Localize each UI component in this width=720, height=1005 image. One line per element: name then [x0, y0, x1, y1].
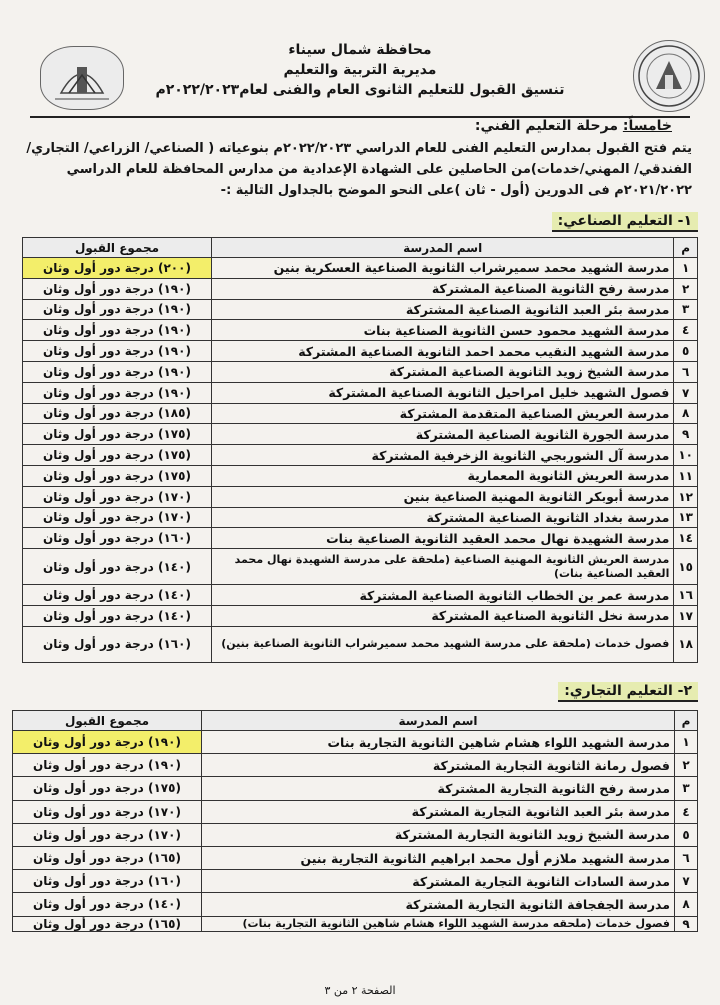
row-number: ٨: [674, 403, 698, 424]
school-name: فصول الشهيد خليل امراحيل الثانوية الصناعية المشتركة: [212, 382, 674, 403]
admission-score: (١٩٠) درجة دور أول وثان: [13, 754, 202, 777]
school-name: مدرسة الشهيد النقيب محمد احمد الثانوية الصناعية المشتركة: [212, 341, 674, 362]
admission-score: (١٩٠) درجة دور أول وثان: [23, 382, 212, 403]
school-name: مدرسة الشهيد ملازم أول محمد ابراهيم الثانوية التجارية بنين: [202, 846, 675, 869]
section-title-text: مرحلة التعليم الفني:: [474, 118, 618, 134]
row-number: ١: [675, 731, 698, 754]
table-row: [23, 403, 698, 424]
col-score-header: مجموع القبول: [23, 238, 212, 258]
governorate-name: محافظة شمال سيناء: [288, 42, 432, 58]
col-number-header: م: [675, 711, 698, 731]
school-name: مدرسة السادات الثانوية التجارية المشتركة: [202, 870, 675, 893]
section-number: خامساً:: [622, 118, 672, 134]
admission-score: (١٤٠) درجة دور أول وثان: [23, 585, 212, 606]
commercial-rows: [13, 731, 698, 932]
directorate-logo: [40, 46, 124, 110]
table-row: [23, 585, 698, 606]
table-row: [23, 320, 698, 341]
row-number: ٥: [675, 823, 698, 846]
row-number: ٧: [674, 382, 698, 403]
admission-score: (١٧٠) درجة دور أول وثان: [13, 800, 202, 823]
table-row: [23, 507, 698, 528]
admission-score: (١٦٠) درجة دور أول وثان: [23, 528, 212, 549]
admission-score: (١٩٠) درجة دور أول وثان: [23, 299, 212, 320]
row-number: ٧: [675, 870, 698, 893]
directorate-name: مديرية التربية والتعليم: [283, 62, 437, 78]
admission-score: (١٦٥) درجة دور أول وثان: [13, 846, 202, 869]
admission-score: (١٧٥) درجة دور أول وثان: [23, 465, 212, 486]
admission-score: (١٦٥) درجة دور أول وثان: [13, 916, 202, 931]
admission-score: (١٧٠) درجة دور أول وثان: [23, 486, 212, 507]
school-name: مدرسة الشيخ زويد الثانوية التجارية المشتركة: [202, 823, 675, 846]
table-row: [23, 278, 698, 299]
row-number: ٢: [675, 754, 698, 777]
admission-score: (١٧٥) درجة دور أول وثان: [13, 777, 202, 800]
table-row: [23, 549, 698, 585]
school-name: مدرسة عمر بن الخطاب الثانوية الصناعية المشتركة: [212, 585, 674, 606]
row-number: ٩: [675, 916, 698, 931]
governorate-logo: [633, 40, 705, 112]
table-row: [23, 341, 698, 362]
school-name: مدرسة آل الشوربجي الثانوية الزخرفية المشتركة: [212, 445, 674, 466]
row-number: ٩: [674, 424, 698, 445]
admission-score: (١٦٠) درجة دور أول وثان: [13, 870, 202, 893]
table-header-row: [23, 238, 698, 258]
admission-score: (١٩٠) درجة دور أول وثان: [23, 278, 212, 299]
row-number: ١: [674, 258, 698, 279]
row-number: ١٨: [674, 626, 698, 662]
governorate-emblem-icon: [634, 41, 704, 111]
row-number: ١٢: [674, 486, 698, 507]
admission-score: (١٩٠) درجة دور أول وثان: [23, 361, 212, 382]
row-number: ٦: [674, 361, 698, 382]
col-school-header: اسم المدرسة: [202, 711, 675, 731]
admission-score: (١٦٠) درجة دور أول وثان: [23, 626, 212, 662]
school-name: مدرسة الشهيد محمد سميرشراب الثانوية الصناعية العسكرية بنين: [212, 258, 674, 279]
row-number: ٣: [674, 299, 698, 320]
table-row: [23, 486, 698, 507]
section-title: [475, 118, 672, 134]
admission-score: (٢٠٠) درجة دور أول وثان: [23, 258, 212, 279]
school-name: مدرسة رفح الثانوية الصناعية المشتركة: [212, 278, 674, 299]
row-number: ٣: [675, 777, 698, 800]
row-number: ١٧: [674, 605, 698, 626]
school-name: مدرسة بئر العبد الثانوية الصناعية المشتركة: [212, 299, 674, 320]
page-footer: الصفحة ٢ من ٣: [324, 984, 396, 997]
commercial-table: [12, 710, 698, 932]
row-number: ٤: [675, 800, 698, 823]
commercial-heading: ٢- التعليم التجاري:: [558, 682, 698, 702]
table-row: [23, 528, 698, 549]
table-row: [13, 754, 698, 777]
admission-score: (١٩٠) درجة دور أول وثان: [13, 731, 202, 754]
school-name: فصول خدمات (ملحقه مدرسة الشهيد اللواء هشام شاهين الثانوية التجارية بنات): [202, 916, 675, 931]
document-subject: تنسيق القبول للتعليم الثانوى العام والفنى لعام٢٠٢٢/٢٠٢٣م: [155, 82, 565, 98]
table-row: [23, 445, 698, 466]
school-name: فصول رمانة الثانوية التجارية المشتركة: [202, 754, 675, 777]
admission-score: (١٤٠) درجة دور أول وثان: [23, 549, 212, 585]
school-name: مدرسة نخل الثانوية الصناعية المشتركة: [212, 605, 674, 626]
row-number: ٨: [675, 893, 698, 916]
row-number: ٤: [674, 320, 698, 341]
table-row: [23, 299, 698, 320]
col-school-header: اسم المدرسة: [212, 238, 674, 258]
school-name: مدرسة الشهيد محمود حسن الثانوية الصناعية بنات: [212, 320, 674, 341]
letterhead: [150, 40, 570, 100]
admission-score: (١٧٥) درجة دور أول وثان: [23, 424, 212, 445]
row-number: ٥: [674, 341, 698, 362]
school-name: مدرسة الجفجافة الثانوية التجارية المشتركة: [202, 893, 675, 916]
admission-score: (١٧٠) درجة دور أول وثان: [13, 823, 202, 846]
table-row: [23, 605, 698, 626]
industrial-table: [22, 237, 698, 663]
table-row: [23, 258, 698, 279]
school-name: مدرسة الجورة الثانوية الصناعية المشتركة: [212, 424, 674, 445]
admission-score: (١٩٠) درجة دور أول وثان: [23, 320, 212, 341]
table-row: [13, 731, 698, 754]
row-number: ١٠: [674, 445, 698, 466]
col-score-header: مجموع القبول: [13, 711, 202, 731]
admission-score: (١٩٠) درجة دور أول وثان: [23, 341, 212, 362]
admission-score: (١٤٠) درجة دور أول وثان: [23, 605, 212, 626]
table-row: [13, 846, 698, 869]
row-number: ١٤: [674, 528, 698, 549]
school-name: فصول خدمات (ملحقة على مدرسة الشهيد محمد سميرشراب الثانوية الصناعية بنين): [212, 626, 674, 662]
industrial-rows: [23, 258, 698, 663]
row-number: ٦: [675, 846, 698, 869]
school-name: مدرسة الشيخ زويد الثانوية الصناعية المشتركة: [212, 361, 674, 382]
directorate-emblem-icon: [41, 47, 123, 109]
table-row: [23, 382, 698, 403]
admission-score: (١٧٠) درجة دور أول وثان: [23, 507, 212, 528]
row-number: ١١: [674, 465, 698, 486]
school-name: مدرسة رفح الثانوية التجارية المشتركة: [202, 777, 675, 800]
school-name: مدرسة بغداد الثانوية الصناعية المشتركة: [212, 507, 674, 528]
table-row: [23, 424, 698, 445]
col-number-header: م: [674, 238, 698, 258]
row-number: ١٦: [674, 585, 698, 606]
school-name: مدرسة بئر العبد الثانوية التجارية المشتركة: [202, 800, 675, 823]
admission-score: (١٧٥) درجة دور أول وثان: [23, 445, 212, 466]
row-number: ١٣: [674, 507, 698, 528]
table-row: [13, 823, 698, 846]
row-number: ١٥: [674, 549, 698, 585]
table-row: [13, 893, 698, 916]
admission-score: (١٨٥) درجة دور أول وثان: [23, 403, 212, 424]
school-name: مدرسة أبوبكر الثانوية المهنية الصناعية بنين: [212, 486, 674, 507]
admission-score: (١٤٠) درجة دور أول وثان: [13, 893, 202, 916]
table-row: [23, 465, 698, 486]
school-name: مدرسة العريش الصناعية المتقدمة المشتركة: [212, 403, 674, 424]
table-header-row: [13, 711, 698, 731]
school-name: مدرسة العريش الثانوية المعمارية: [212, 465, 674, 486]
table-row: [23, 626, 698, 662]
school-name: مدرسة العريش الثانوية المهنية الصناعية (ملحقة على مدرسة الشهيدة نهال محمد العقيد الصناعية بنات): [212, 549, 674, 585]
row-number: ٢: [674, 278, 698, 299]
table-row: [13, 777, 698, 800]
school-name: مدرسة الشهيدة نهال محمد العقيد الثانوية الصناعية بنات: [212, 528, 674, 549]
intro-paragraph: يتم فتح القبول بمدارس التعليم الفنى للعام الدراسي ٢٠٢٢/٢٠٢٣م بنوعياته ( الصناعي/ الزراعي/ التجاري/ الفندقي/ المهني/خدمات)من الحاصلين على الشهادة الإعدادية من مدارس المحافظة للعام الدراسي ٢٠٢١/٢٠٢٢م فى الدورين (أول - ثان )على النحو الموضح بالجداول التالية :-: [26, 141, 692, 198]
table-row: [13, 916, 698, 931]
table-row: [13, 800, 698, 823]
table-row: [23, 361, 698, 382]
school-name: مدرسة الشهيد اللواء هشام شاهين الثانوية التجارية بنات: [202, 731, 675, 754]
industrial-heading: ١- التعليم الصناعي:: [552, 212, 698, 232]
table-row: [13, 870, 698, 893]
